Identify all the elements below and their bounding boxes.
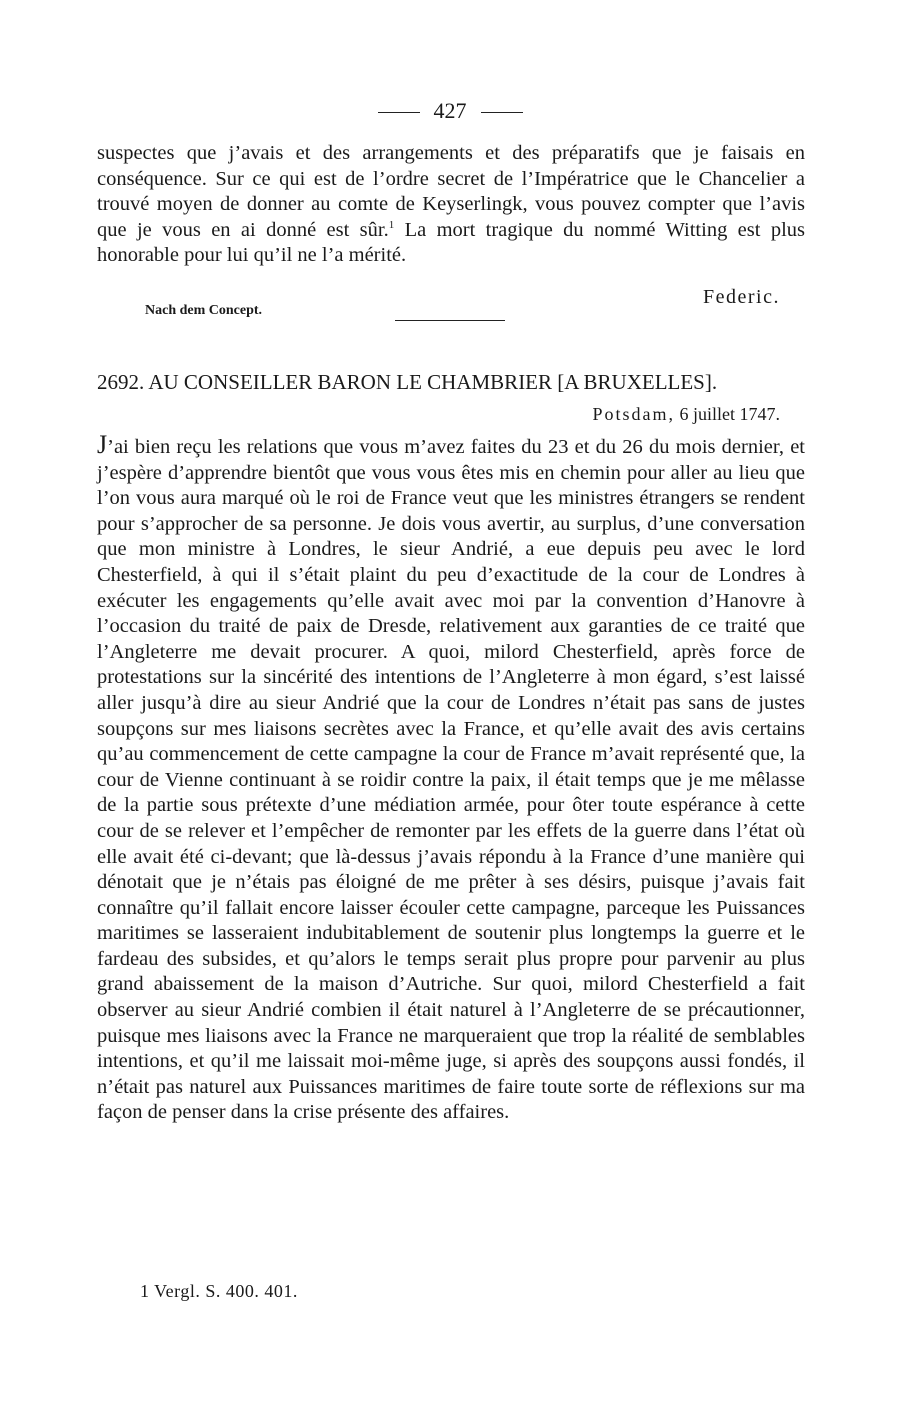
signature: Federic. [703,286,780,308]
source-note: Nach dem Concept. [145,303,263,318]
dateline [592,404,780,425]
page-number-dash-right [481,112,523,113]
footnote: 1 Vergl. S. 400. 401. [140,1281,298,1301]
page-number-dash-left [378,112,420,113]
page-number: 427 [0,98,900,124]
letter-heading: 2692. AU CONSEILLER BARON LE CHAMBRIER [A BRUXELLES]. [97,370,718,394]
section-divider [395,320,505,321]
drop-cap: J [97,430,108,459]
continuation-paragraph: suspectes que j’avais et des arrangements et des préparatifs que je faisais en conséquence. Sur ce qui est de l’ordre secret de l’Impératrice que le Chancelier a trouvé moyen de donner au comte de Keyserlingk, vous pouvez compter que l’avis que je vous en ai donné est sûr.$^1$ La mort tragique du nommé Witting est plus honorable pour lui qu’il ne l’a mérité. [97,142,805,267]
dateline-date: 6 juillet 1747. [679,404,780,424]
footnote-mark: 1 [388,218,395,231]
dateline-place: Potsdam, [592,404,675,424]
letter-body: J’ai bien reçu les relations que vous m’avez faites du 23 et du 26 du mois dernier, et j’espère d’apprendre bientôt que vous vous êtes mis en chemin pour aller au lieu que l’on vous aura marqué où le roi de France veut que les ministres étrangers se rendent pour s’approcher de sa personne. Je dois vous avertir, au surplus, d’une conversation que mon ministre à Londres, le sieur Andrié, a eue depuis peu avec le lord Chesterfield, à qui il s’était plaint du peu d’exactitude de la cour de Londres à exécuter les engagements qu’elle avait avec moi par la convention d’Hanovre à l’occasion du traité de paix de Dresde, relativement aux garanties de ce traité que l’Angleterre me devait procurer. A quoi, milord Chesterfield, après force de protestations sur la sincérité des intentions de l’Angleterre à mon égard, s’est laissé aller jusqu’à dire au sieur Andrié que la cour de Londres n’était pas sans de justes soupçons sur mes liaisons secrètes avec la France, et qu’elle avait des avis certains qu’au commencement de cette campagne la cour de France m’avait représenté que, la cour de Vienne continuant à se roidir contre la paix, il était temps que je me mêlasse de la partie sous prétexte d’une médiation armée, pour ôter toute espérance à cette cour de se relever et l’empêcher de remonter par les effets de la guerre dans l’état où elle avait été ci-devant; que là-dessus j’avais répondu à la France d’une manière qui dénotait que je n’étais pas éloigné de me prêter à ses désirs, puisque j’avais fait connaître qu’il fallait encore laisser écouler cette campagne, parceque les Puissances maritimes se lasseraient indubitablement de soutenir plus longtemps la guerre et le fardeau des subsides, et qu’alors le temps serait plus propre pour parvenir au plus grand abaissement de la maison d’Autriche. Sur quoi, milord Chesterfield a fait observer au sieur Andrié combien il était naturel à l’Angleterre de se précautionner, puisque mes liaisons avec la France ne marqueraient que trop la réalité de semblables intentions, et qu’il me laissait moi-même juge, si après des soupçons aussi fondés, il n’était pas naturel aux Puissances maritimes de faire toute sorte de réflexions sur ma façon de penser dans la crise présente des affaires. [97,430,805,1124]
